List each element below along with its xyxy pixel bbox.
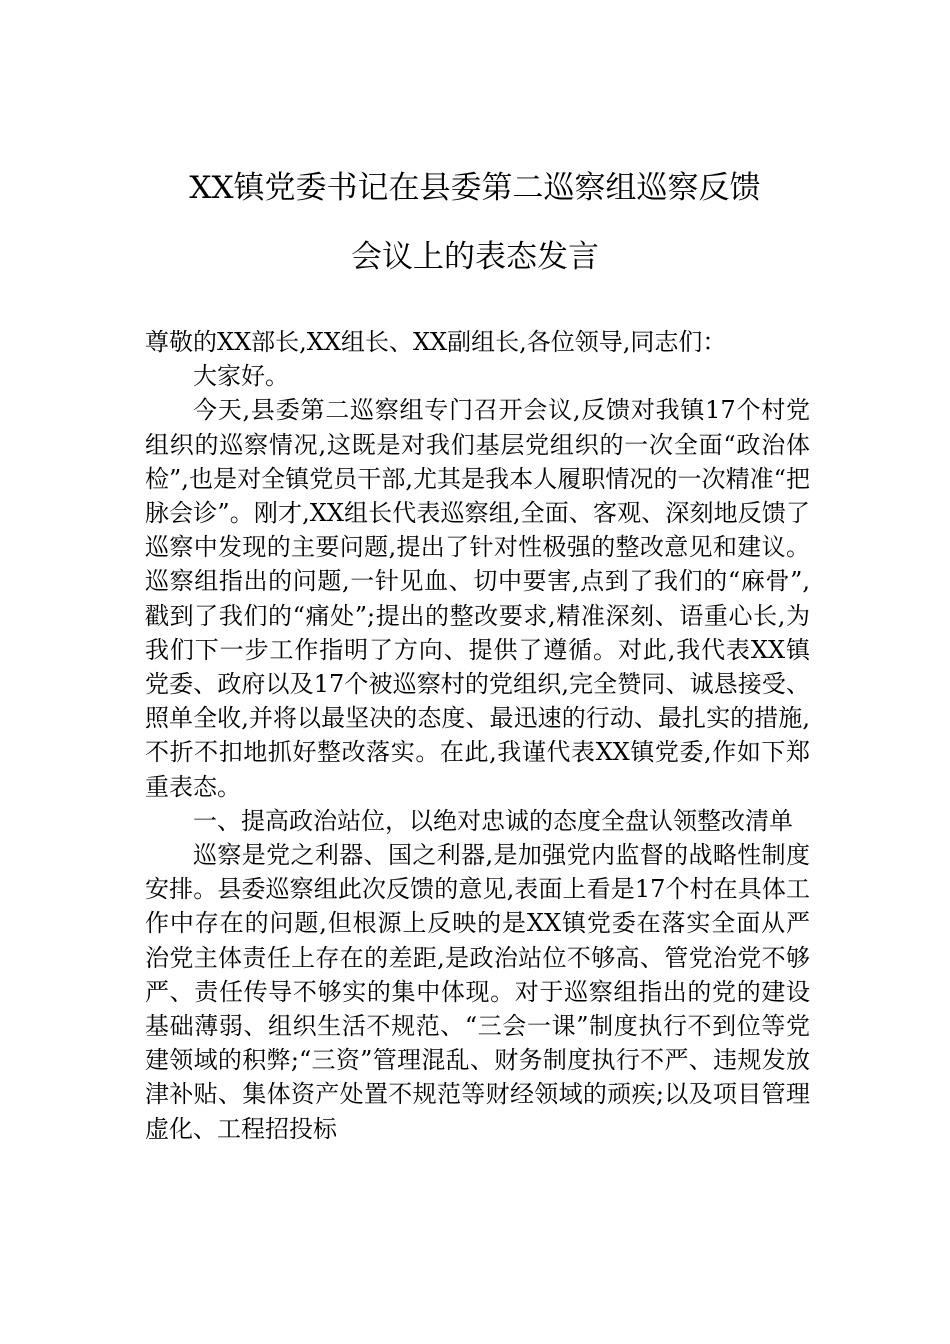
paragraph-1: 今天,县委第二巡察组专门召开会议,反馈对我镇17个村党组织的巡察情况,这既是对我们基层党组织的一次全面“政治体检”,也是对全镇党员干部,尤其是我本人履职情况的一次精准“把脉会诊”。刚才,XX组长代表巡察组,全面、客观、深刻地反馈了巡察中发现的主要问题,提出了针对性极强的整改意见和建议。巡察组指出的问题,一针见血、切中要害,点到了我们的“麻骨”,戳到了我们的“痛处”;提出的整改要求,精准深刻、语重心长,为我们下一步工作指明了方向、提供了遵循。对此,我代表XX镇党委、政府以及17个被巡察村的党组织,完全赞同、诚恳接受、照单全收,并将以最坚决的态度、最迅速的行动、最扎实的措施,不折不扣地抓好整改落实。在此,我谨代表XX镇党委,作如下郑重表态。: [145, 396, 810, 801]
paragraph-2: 巡察是党之利器、国之利器,是加强党内监督的战略性制度安排。县委巡察组此次反馈的意见,表面上看是17个村在具体工作中存在的问题,但根源上反映的是XX镇党委在落实全面从严治党主体责任上存在的差距,是政治站位不够高、管党治党不够严、责任传导不够实的集中体现。对于巡察组指出的党的建设基础薄弱、组织生活不规范、“三会一课”制度执行不到位等党建领域的积弊;“三资”管理混乱、财务制度执行不严、违规发放津补贴、集体资产处置不规范等财经领域的顽疾;以及项目管理虚化、工程招投标: [145, 841, 810, 1143]
document-title-line-1: XX镇党委书记在县委第二巡察组巡察反馈: [189, 170, 761, 206]
greeting: 大家好。: [193, 362, 289, 391]
document-title-line-2: 会议上的表态发言: [351, 239, 599, 275]
document-body: [145, 325, 810, 1146]
salutation: 尊敬的XX部长,XX组长、XX副组长,各位领导,同志们：: [145, 328, 727, 356]
section-heading-1: 一、提高政治站位，以绝对忠诚的态度全盘认领整改清单: [193, 806, 793, 835]
